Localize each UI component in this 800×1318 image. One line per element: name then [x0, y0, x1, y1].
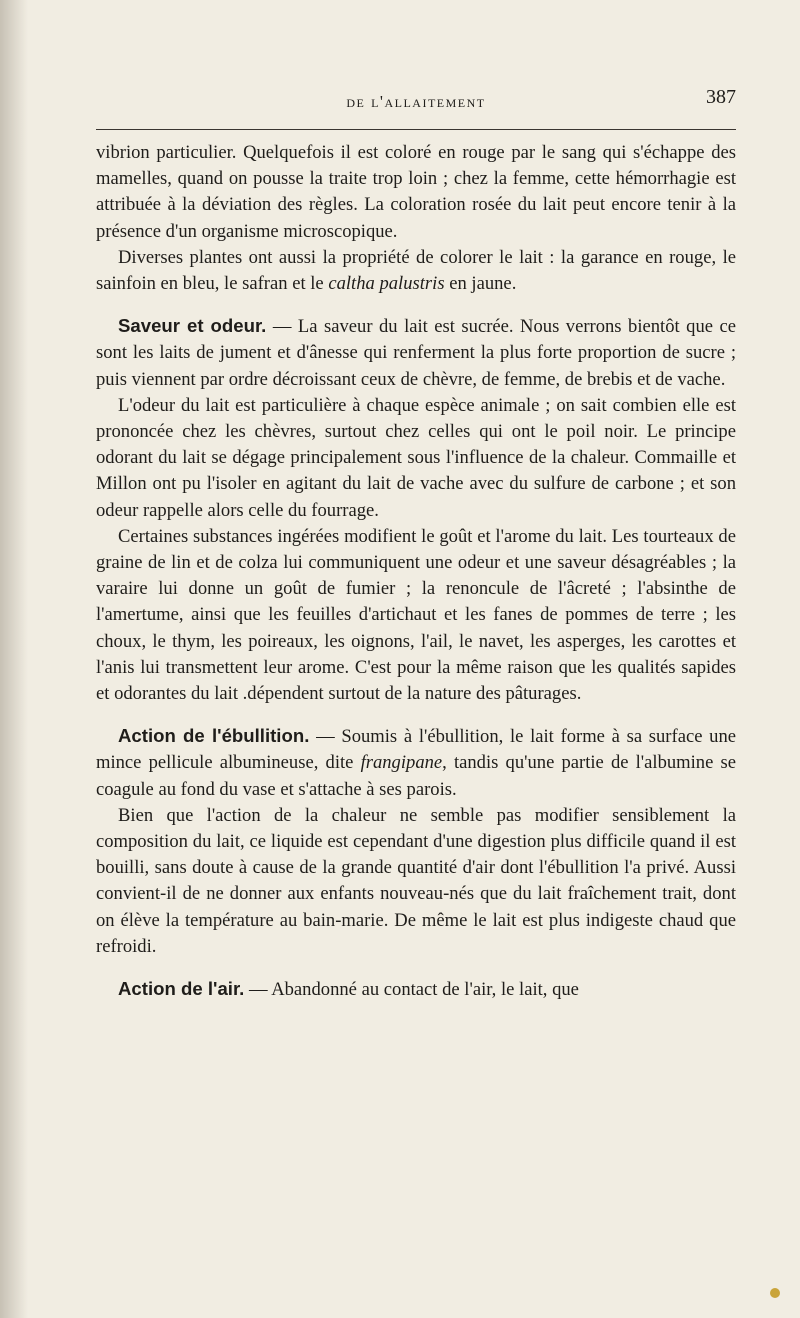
binding-shadow: [0, 0, 28, 1318]
paragraph-text: — Abandonné au contact de l'air, le lait, que: [244, 979, 579, 1001]
header-rule: [96, 129, 736, 130]
section-saveur-odeur: [96, 313, 736, 393]
section-heading: Action de l'air.: [118, 978, 245, 1000]
paragraph-text: Diverses plantes ont aussi la propriété de colorer le lait : la garance en rouge, le sainfoin en bleu, le safran et le: [96, 246, 736, 295]
paragraph-text: — La saveur du lait est sucrée. Nous verrons bientôt que ce sont les laits de jument et d'ânesse qui renferment la plus forte proportion de sucre ; puis viennent par ordre décroissant ceux de chèvre, de femme, de brebis et de vache.: [96, 316, 736, 390]
section-air: [96, 976, 736, 1003]
paragraph-text: en jaune.: [444, 273, 517, 295]
paragraph-text: , tandis qu'une partie de l'albumine se coagule au fond du vase et s'attache à ses parois.: [96, 752, 736, 800]
paragraph-vibrion: vibrion particulier. Quelquefois il est coloré en rouge par le sang qui s'échappe des mamelles, quand on pousse la traite trop loin ; chez la femme, cette hémorrhagie est attribuée à la déviation des règles. La coloration rosée du lait peut encore tenir à la présence d'un organisme microscopique.: [96, 142, 736, 242]
page-number: 387: [706, 86, 736, 108]
section-heading: Action de l'ébullition.: [118, 725, 310, 747]
paper-stain: [770, 1288, 780, 1298]
page-body: [96, 140, 736, 1003]
section-heading: Saveur et odeur.: [118, 315, 267, 337]
section-ebullition: [96, 723, 736, 803]
paragraph-substances: Certaines substances ingérées modifient le goût et l'arome du lait. Les tourteaux de graine de lin et de colza lui communiquent une odeur et une saveur désagréables ; la varaire lui donne un goût de fumier ; la renoncule de l'âcreté ; l'absinthe de l'amertume, ainsi que les feuilles d'artichaut et les fanes de pommes de terre ; les choux, le thym, les poireaux, les oignons, l'ail, le navet, les asperges, les carottes et l'anis lui transmettent leur arome. C'est pour la même raison que les qualités sapides et odorantes du lait .dépendent surtout de la nature des pâturages.: [96, 525, 736, 705]
paragraph-plantes: [96, 245, 736, 297]
running-title: de l'allaitement: [346, 92, 486, 111]
paragraph-chaleur: Bien que l'action de la chaleur ne semble pas modifier sensiblement la composition du lait, ce liquide est cependant d'une digestion plus difficile quand il est bouilli, sans doute à cause de la grande quantité d'air dont l'ébullition l'a privé. Aussi convient-il de ne donner aux enfants nouveau-nés que du lait fraîchement trait, dont on élève la température au bain-marie. De même le lait est plus indigeste chaud que refroidi.: [96, 804, 736, 957]
italic-term: frangipane: [360, 752, 443, 774]
italic-term: caltha palustris: [328, 273, 445, 295]
paragraph-text: — Soumis à l'ébullition, le lait forme à sa surface une mince pellicule albumineuse, dite: [96, 726, 736, 774]
paragraph-odeur: L'odeur du lait est particulière à chaque espèce animale ; on sait combien elle est prononcée chez les chèvres, surtout chez celles qui ont le poil noir. Le principe odorant du lait se dégage principalement sous l'influence de la chaleur. Commaille et Millon ont pu l'isoler en agitant du lait de vache avec du sulfure de carbone ; et son odeur rappelle alors celle du fourrage.: [96, 394, 736, 521]
page-header: [96, 86, 736, 126]
